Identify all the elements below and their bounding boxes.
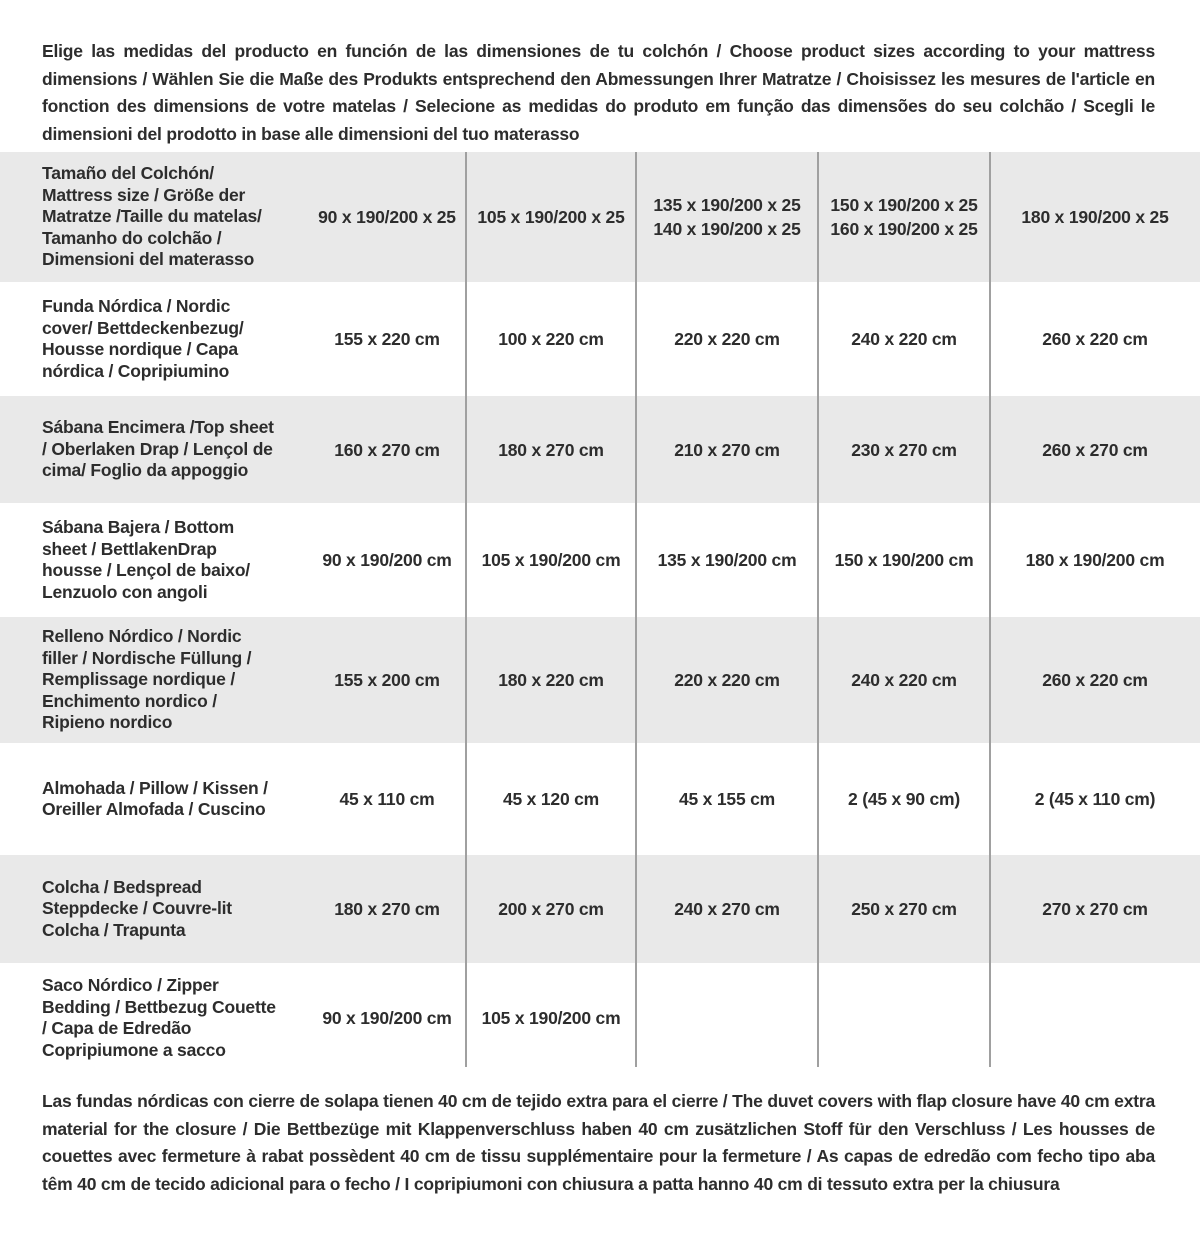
size-table xyxy=(0,152,1200,1070)
row-label: Sábana Bajera / Bottom sheet / BettlakenDrap housse / Lençol de baixo/ Lenzuolo con angoli xyxy=(42,517,250,602)
size-cell: 260 x 270 cm xyxy=(1042,439,1148,460)
header-size-cell xyxy=(636,152,818,282)
size-value: 135 x 190/200 x 25 xyxy=(653,195,801,215)
column-divider xyxy=(989,152,991,1067)
size-cell: 135 x 190/200 cm xyxy=(657,550,797,570)
size-cell: 220 x 220 cm xyxy=(674,670,780,690)
size-cell: 210 x 270 cm xyxy=(674,439,780,460)
size-cell: 180 x 270 cm xyxy=(334,899,440,919)
table-row-bottom-sheet xyxy=(0,506,1200,614)
size-cell: 105 x 190/200 cm xyxy=(481,550,621,570)
size-cell: 2 (45 x 110 cm) xyxy=(1034,789,1156,809)
header-size-cell xyxy=(818,152,990,282)
row-label-mattress-size: Tamaño del Colchón/ Mattress size / Größe der Matratze /Taille du matelas/ Tamanho do colchão / Dimensioni del materasso xyxy=(42,163,262,270)
table-row-zipper-bedding xyxy=(0,966,1200,1070)
size-cell: 45 x 110 cm xyxy=(339,789,435,809)
size-cell: 105 x 190/200 cm xyxy=(481,1008,621,1028)
size-cell: 260 x 220 cm xyxy=(1042,670,1148,690)
column-divider xyxy=(635,152,637,1067)
size-cell: 230 x 270 cm xyxy=(851,439,957,460)
table-row-nordic-filler xyxy=(0,617,1200,743)
table-row-bedspread xyxy=(0,855,1200,963)
column-divider xyxy=(465,152,467,1067)
size-cell: 155 x 220 cm xyxy=(334,329,440,349)
size-cell: 180 x 270 cm xyxy=(498,439,604,460)
size-cell: 90 x 190/200 cm xyxy=(322,550,452,570)
size-cell: 180 x 220 cm xyxy=(498,670,604,690)
size-cell: 155 x 200 cm xyxy=(334,670,440,690)
size-cell xyxy=(818,966,990,1070)
size-cell: 90 x 190/200 cm xyxy=(322,1008,452,1028)
size-cell: 240 x 270 cm xyxy=(674,899,780,919)
intro-text: Elige las medidas del producto en función de las dimensiones de tu colchón / Choose product sizes according to your mattress dimensions / Wählen Sie die Maße des Produkts entsprechend den Abmessungen Ihrer Matratze / Choisissez les mesures de l'article en fonction des dimensions de votre matelas / Selecione as medidas do produto em função das dimensões do seu colchão / Scegli le dimensioni del prodotto in base alle dimensioni del tuo materasso xyxy=(42,41,1155,144)
size-cell: 150 x 190/200 cm xyxy=(834,550,974,570)
size-cell: 2 (45 x 90 cm) xyxy=(848,789,960,809)
header-size-cell xyxy=(308,152,466,282)
row-label: Almohada / Pillow / Kissen / Oreiller Almofada / Cuscino xyxy=(42,777,268,819)
row-label: Sábana Encimera /Top sheet / Oberlaken Drap / Lençol de cima/ Foglio da appoggio xyxy=(42,417,274,481)
size-cell: 200 x 270 cm xyxy=(498,899,604,919)
size-cell xyxy=(990,966,1200,1070)
size-value: 90 x 190/200 x 25 xyxy=(318,207,456,227)
size-cell xyxy=(636,966,818,1070)
size-cell: 270 x 270 cm xyxy=(1042,899,1148,919)
size-cell: 160 x 270 cm xyxy=(334,439,440,460)
size-value: 150 x 190/200 x 25 xyxy=(830,195,978,215)
table-row-nordic-cover xyxy=(0,285,1200,393)
size-value: 160 x 190/200 x 25 xyxy=(830,219,978,239)
size-value: 105 x 190/200 x 25 xyxy=(477,207,625,227)
footnote-text: Las fundas nórdicas con cierre de solapa tienen 40 cm de tejido extra para el cierre / The duvet covers with flap closure have 40 cm extra material for the closure / Die Bettbezüge mit Klappenverschluss haben 40 cm zusätzlichen Stoff für den Verschluss / Les housses de couettes avec fermeture à rabat possèdent 40 cm de tissu supplémentaire pour la fermeture / As capas de edredão com fecho tipo aba têm 40 cm de tecido adicional para o fecho / I copripiumoni con chiusura a patta hanno 40 cm di tessuto extra per la chiusura xyxy=(42,1091,1155,1194)
size-value: 180 x 190/200 x 25 xyxy=(1021,207,1169,227)
size-cell: 45 x 120 cm xyxy=(502,789,600,809)
size-cell: 180 x 190/200 cm xyxy=(1025,550,1165,570)
row-label: Saco Nórdico / Zipper Bedding / Bettbezug Couette / Capa de Edredão Copripiumone a sacco xyxy=(42,975,276,1060)
header-size-cell xyxy=(990,152,1200,282)
header-size-cell xyxy=(466,152,636,282)
size-cell: 45 x 155 cm xyxy=(678,789,776,809)
size-guide-page xyxy=(0,38,1200,1198)
size-cell: 260 x 220 cm xyxy=(1042,329,1148,349)
table-header-row xyxy=(0,152,1200,282)
size-value: 140 x 190/200 x 25 xyxy=(653,219,801,239)
row-label: Funda Nórdica / Nordic cover/ Bettdeckenbezug/ Housse nordique / Capa nórdica / Copripiumino xyxy=(42,296,244,381)
row-label: Relleno Nórdico / Nordic filler / Nordische Füllung / Remplissage nordique / Enchimento nordico / Ripieno nordico xyxy=(42,626,252,733)
table-row-pillow xyxy=(0,746,1200,852)
row-label: Colcha / Bedspread Steppdecke / Couvre-lit Colcha / Trapunta xyxy=(42,876,232,940)
size-cell: 100 x 220 cm xyxy=(498,329,604,349)
size-cell: 250 x 270 cm xyxy=(851,899,957,919)
size-cell: 240 x 220 cm xyxy=(851,329,957,349)
column-divider xyxy=(817,152,819,1067)
table-row-top-sheet xyxy=(0,396,1200,503)
size-cell: 220 x 220 cm xyxy=(674,329,780,349)
size-cell: 240 x 220 cm xyxy=(851,670,957,690)
